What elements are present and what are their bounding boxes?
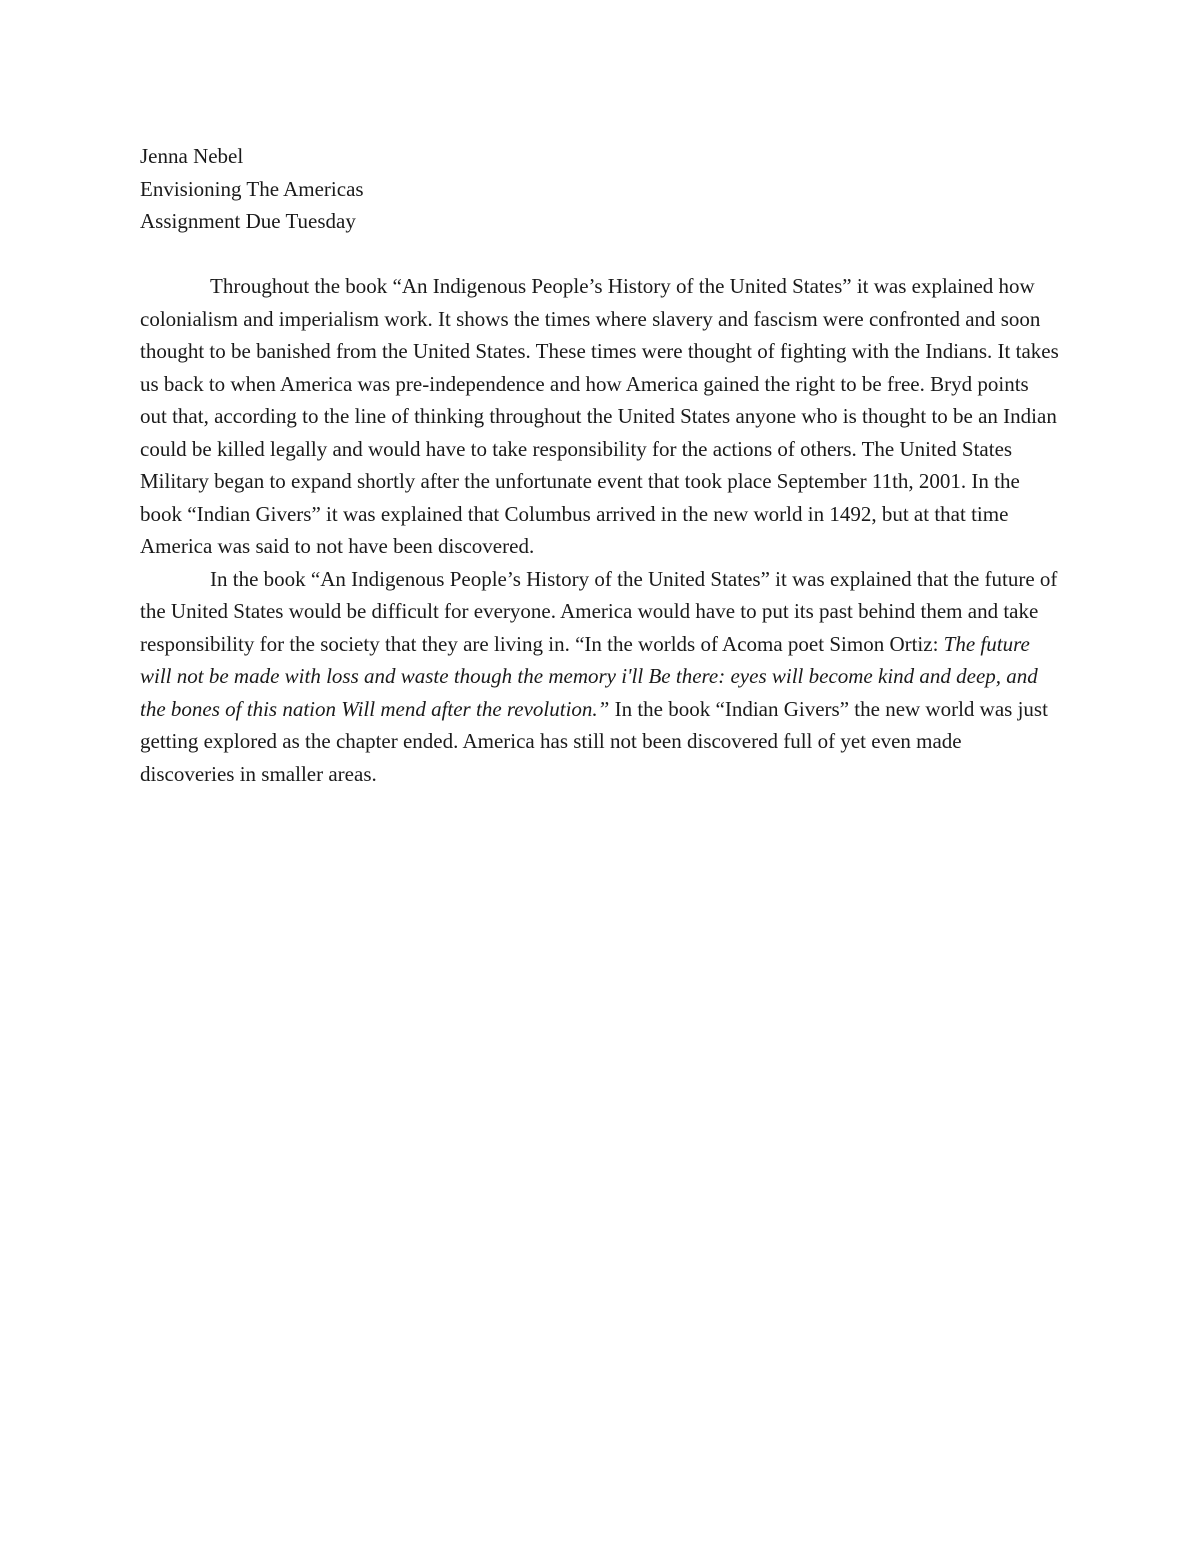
- ortiz-quote: The future will not be made with loss and waste though the memory i'll Be there: eyes will become kind and deep, and the bones of this nation Will mend after the revolution.”: [140, 631, 1038, 721]
- paragraph-2-end: In the book “Indian Givers” the new world was just getting explored as the chapter ended. America has still not been discovered full of yet even made discoveries in smaller areas.: [140, 696, 1048, 786]
- paragraph-2: [140, 563, 1060, 791]
- document-content: [140, 140, 1060, 790]
- assignment-title: Assignment Due Tuesday: [140, 209, 356, 233]
- header-spacer: [140, 238, 1060, 271]
- author-name: Jenna Nebel: [140, 144, 244, 168]
- paragraph-1: Throughout the book “An Indigenous People’s History of the United States” it was explained how colonialism and imperialism work. It shows the times where slavery and fascism were confronted and soon thought to be banished from the United States. These times were thought of fighting with the Indians. It takes us back to when America was pre-independence and how America gained the right to be free. Bryd points out that, according to the line of thinking throughout the United States anyone who is thought to be an Indian could be killed legally and would have to take responsibility for the actions of others. The United States Military began to expand shortly after the unfortunate event that took place September 11th, 2001. In the book “Indian Givers” it was explained that Columbus arrived in the new world in 1492, but at that time America was said to not have been discovered.: [140, 274, 1059, 558]
- course-title: Envisioning The Americas: [140, 176, 364, 201]
- paragraph-2-start: In the book “An Indigenous People’s History of the United States” it was explained that the future of the United States would be difficult for everyone. America would have to put its past behind them and take responsibility for the society that they are living in. “In the worlds of Acoma poet Simon Ortiz:: [140, 566, 1058, 656]
